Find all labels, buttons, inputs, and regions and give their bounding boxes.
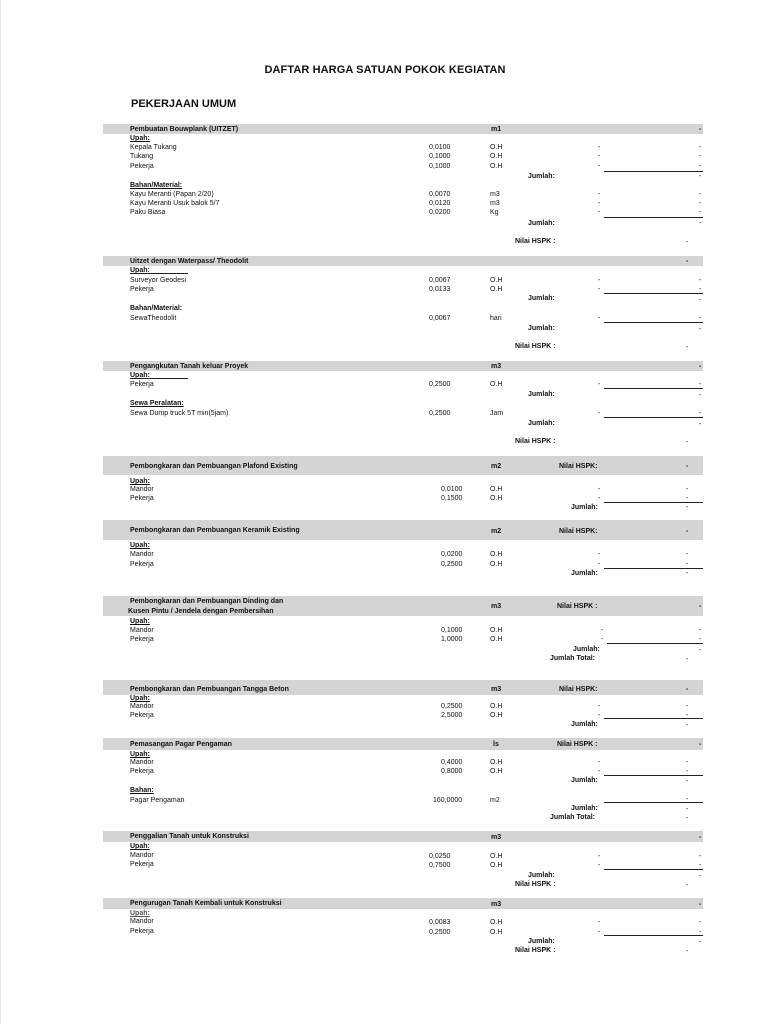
nilai-hspk-label: Nilai HSPK: xyxy=(559,686,598,693)
subtotal-rule xyxy=(604,293,703,294)
line-unit: O.H xyxy=(490,163,503,170)
line-name: Sewa Dump truck 5T min(5jam) xyxy=(130,410,229,417)
line-unit: m3 xyxy=(490,191,500,198)
line-price: - xyxy=(601,636,604,643)
item-title: Pembongkaran dan Pembuangan Plafond Existing xyxy=(130,463,298,470)
jumlah-value: - xyxy=(686,806,689,813)
line-amount: - xyxy=(686,703,689,710)
nilai-hspk-value: - xyxy=(686,463,689,470)
subtotal-rule xyxy=(604,869,703,870)
nilai-hspk-value: - xyxy=(699,741,702,748)
jumlah-value: - xyxy=(699,220,702,227)
line-name: Mandor xyxy=(130,852,154,859)
item-unit: m3 xyxy=(491,901,502,908)
line-amount: - xyxy=(686,712,689,719)
nilai-hspk-value: - xyxy=(686,439,689,446)
item-title: Uitzet dengan Waterpass/ Theodolit xyxy=(130,258,249,265)
subtotal-rule xyxy=(604,417,703,418)
line-name: Pekerja xyxy=(130,381,154,388)
line-name: Mandor xyxy=(130,486,154,493)
item-unit: ls xyxy=(493,741,499,748)
material-label: Bahan/Material: xyxy=(130,182,183,189)
line-name: Tukang xyxy=(130,153,154,160)
line-amount: - xyxy=(686,561,689,568)
item-total: - xyxy=(699,834,702,841)
line-price: - xyxy=(598,153,601,160)
line-price: - xyxy=(598,929,601,936)
subtotal-rule xyxy=(607,643,703,644)
line-amount: - xyxy=(699,929,702,936)
line-price: - xyxy=(598,209,601,216)
subtotal-rule xyxy=(604,718,703,719)
line-unit: O.H xyxy=(490,153,503,160)
line-unit: hari xyxy=(490,315,502,322)
jumlah-label: Jumlah: xyxy=(571,570,598,577)
line-coef: 0,0120 xyxy=(429,200,451,207)
line-price: - xyxy=(598,163,601,170)
jumlah-label: Jumlah: xyxy=(528,220,555,227)
line-amount: - xyxy=(686,796,689,803)
jumlah-value: - xyxy=(686,570,689,577)
item-title-line2: Kusen Pintu / Jendela dengan Pembersihan xyxy=(128,608,274,615)
jumlah-value: - xyxy=(699,421,702,428)
line-unit: Kg xyxy=(490,209,499,216)
line-coef: 0,0083 xyxy=(429,919,451,926)
line-amount: - xyxy=(699,163,702,170)
line-unit: O.H xyxy=(490,919,503,926)
item-total: - xyxy=(699,126,702,133)
jumlah-label: Jumlah: xyxy=(528,872,555,879)
jumlah-value: - xyxy=(699,939,702,946)
nilai-hspk-label: Nilai HSPK : xyxy=(515,238,556,245)
jumlah-value: - xyxy=(699,392,702,399)
line-amount: - xyxy=(699,410,702,417)
line-amount: - xyxy=(699,277,702,284)
jumlah-value: - xyxy=(686,504,689,511)
item-title: Pengangkutan Tanah keluar Proyek xyxy=(130,363,249,370)
subtotal-rule xyxy=(604,171,703,172)
line-price: - xyxy=(598,919,601,926)
nilai-hspk-value: - xyxy=(686,882,689,889)
line-amount: - xyxy=(686,768,689,775)
nilai-hspk-value: - xyxy=(686,239,689,246)
item-total: - xyxy=(699,363,702,370)
upah-label: Upah: xyxy=(130,372,150,379)
line-coef: 0,0133 xyxy=(429,286,451,293)
line-amount: - xyxy=(699,853,702,860)
item-title: Pembongkaran dan Pembuangan Tangga Beton xyxy=(130,686,289,693)
line-name: Mandor xyxy=(130,551,154,558)
line-unit: Jam xyxy=(490,410,504,417)
item-total: - xyxy=(699,901,702,908)
subtotal-rule xyxy=(604,775,703,776)
line-unit: O.H xyxy=(490,277,503,284)
line-price: - xyxy=(598,703,601,710)
jumlah-label: Jumlah: xyxy=(528,938,555,945)
jumlah-total-label: Jumlah Total: xyxy=(550,655,595,662)
nilai-hspk-label: Nilai HSPK: xyxy=(559,528,598,535)
line-name: Kayu Meranti (Papan 2/20) xyxy=(130,191,214,198)
line-coef: 0,8000 xyxy=(441,768,463,775)
line-amount: - xyxy=(686,486,689,493)
line-price: - xyxy=(598,551,601,558)
upah-label: Upah: xyxy=(130,695,150,702)
line-price: - xyxy=(598,862,601,869)
line-amount: - xyxy=(686,495,689,502)
line-price: - xyxy=(598,381,601,388)
line-coef: 0,7500 xyxy=(429,862,451,869)
line-amount: - xyxy=(699,200,702,207)
item-unit: m1 xyxy=(491,126,502,133)
line-price: - xyxy=(598,495,601,502)
line-coef: 0,2500 xyxy=(429,929,451,936)
line-coef: 0,0100 xyxy=(429,144,451,151)
line-price: - xyxy=(598,853,601,860)
item-unit: m3 xyxy=(491,363,502,370)
line-unit: O.H xyxy=(490,561,503,568)
jumlah-label: Jumlah: xyxy=(528,420,555,427)
item-total: - xyxy=(686,258,689,265)
jumlah-label: Jumlah: xyxy=(571,777,598,784)
nilai-hspk-label: Nilai HSPK: xyxy=(559,463,598,470)
jumlah-value: - xyxy=(699,326,702,333)
line-price: - xyxy=(598,712,601,719)
line-amount: - xyxy=(686,551,689,558)
line-unit: O.H xyxy=(490,703,503,710)
item-title: Pembongkaran dan Pembuangan Keramik Existing xyxy=(130,527,300,534)
line-name: Kepala Tukang xyxy=(130,144,177,151)
line-price: - xyxy=(598,144,601,151)
line-coef: 0,2500 xyxy=(441,561,463,568)
jumlah-value: - xyxy=(699,873,702,880)
subtotal-rule xyxy=(604,322,703,323)
line-unit: O.H xyxy=(490,495,503,502)
jumlah-label: Jumlah: xyxy=(528,295,555,302)
material-label: Bahan: xyxy=(130,787,154,794)
line-name: Pekerja xyxy=(130,561,154,568)
line-coef: 0,0250 xyxy=(429,853,451,860)
line-coef: 160,0000 xyxy=(433,797,463,804)
line-coef: 0,2500 xyxy=(429,381,451,388)
upah-underline xyxy=(130,378,188,379)
line-amount: - xyxy=(699,919,702,926)
subtotal-rule xyxy=(604,802,703,803)
line-name: Kayu Meranti Usuk balok 5/7 xyxy=(130,200,220,207)
line-unit: O.H xyxy=(490,712,503,719)
item-unit: m3 xyxy=(491,686,502,693)
line-price: - xyxy=(598,277,601,284)
line-unit: O.H xyxy=(490,627,503,634)
upah-underline xyxy=(130,273,188,274)
line-name: Pagar Pengaman xyxy=(130,797,185,804)
line-coef: 0,4000 xyxy=(441,759,463,766)
nilai-hspk-label: Nilai HSPK : xyxy=(515,881,556,888)
line-name: Pekerja xyxy=(130,286,154,293)
line-name: Mandor xyxy=(130,759,154,766)
jumlah-label: Jumlah: xyxy=(571,504,598,511)
jumlah-total-label: Jumlah Total: xyxy=(550,814,595,821)
line-unit: m2 xyxy=(490,797,500,804)
line-coef: 0,1000 xyxy=(429,163,451,170)
line-coef: 0,2500 xyxy=(429,410,451,417)
line-name: Pekerja xyxy=(130,495,154,502)
line-coef: 0,1000 xyxy=(429,153,451,160)
line-unit: O.H xyxy=(490,551,503,558)
line-unit: O.H xyxy=(490,768,503,775)
jumlah-label: Jumlah: xyxy=(528,173,555,180)
line-name: Pekerja xyxy=(130,768,154,775)
line-amount: - xyxy=(699,209,702,216)
line-name: Paku Biasa xyxy=(130,209,166,216)
line-coef: 2,5000 xyxy=(441,712,463,719)
line-coef: 0,0200 xyxy=(441,551,463,558)
jumlah-label: Jumlah: xyxy=(571,721,598,728)
line-amount: - xyxy=(699,381,702,388)
line-name: Surveyor Geodesi xyxy=(130,277,187,284)
line-price: - xyxy=(598,759,601,766)
jumlah-label: Jumlah: xyxy=(528,391,555,398)
subtotal-rule xyxy=(604,217,703,218)
line-coef: 0,0067 xyxy=(429,315,451,322)
upah-label: Upah: xyxy=(130,843,150,850)
item-title: Pengurugan Tanah Kembali untuk Konstruksi xyxy=(130,900,282,907)
line-amount: - xyxy=(699,191,702,198)
line-price: - xyxy=(598,286,601,293)
line-unit: O.H xyxy=(490,862,503,869)
nilai-hspk-value: - xyxy=(699,603,702,610)
line-amount: - xyxy=(699,286,702,293)
jumlah-label: Jumlah: xyxy=(528,325,555,332)
line-name: Pekerja xyxy=(130,636,154,643)
jumlah-total-value: - xyxy=(686,656,689,663)
nilai-hspk-value: - xyxy=(686,528,689,535)
nilai-hspk-label: Nilai HSPK : xyxy=(515,947,556,954)
line-name: Mandor xyxy=(130,703,154,710)
line-amount: - xyxy=(699,862,702,869)
jumlah-value: - xyxy=(699,647,702,654)
item-title: Penggalian Tanah untuk Konstruksi xyxy=(130,833,249,840)
jumlah-value: - xyxy=(686,722,689,729)
jumlah-value: - xyxy=(686,778,689,785)
line-coef: 0,1000 xyxy=(441,627,463,634)
item-unit: m3 xyxy=(491,603,502,610)
jumlah-total-value: - xyxy=(686,815,689,822)
item-title-line1: Pembongkaran dan Pembuangan Dinding dan xyxy=(130,598,284,605)
line-name: SewaTheodolit xyxy=(130,315,177,322)
line-coef: 0,2500 xyxy=(441,703,463,710)
upah-label: Upah: xyxy=(130,618,150,625)
line-amount: - xyxy=(699,636,702,643)
line-coef: 1,0000 xyxy=(441,636,463,643)
line-amount: - xyxy=(686,759,689,766)
upah-label: Upah: xyxy=(130,542,150,549)
line-amount: - xyxy=(699,315,702,322)
jumlah-value: - xyxy=(699,297,702,304)
line-price: - xyxy=(598,200,601,207)
line-price: - xyxy=(598,410,601,417)
line-name: Mandor xyxy=(130,627,154,634)
line-coef: 0,1500 xyxy=(441,495,463,502)
nilai-hspk-label: Nilai HSPK : xyxy=(557,741,598,748)
section-title: PEKERJAAN UMUM xyxy=(131,98,237,110)
subtotal-rule xyxy=(604,388,703,389)
line-name: Pekerja xyxy=(130,861,154,868)
nilai-hspk-label: Nilai HSPK : xyxy=(515,438,556,445)
upah-label: Upah: xyxy=(130,751,150,758)
material-label: Bahan/Material: xyxy=(130,305,183,312)
line-name: Pekerja xyxy=(130,163,154,170)
line-price: - xyxy=(598,486,601,493)
line-price: - xyxy=(598,191,601,198)
jumlah-label: Jumlah: xyxy=(571,805,598,812)
line-amount: - xyxy=(699,153,702,160)
line-price: - xyxy=(598,768,601,775)
line-name: Pekerja xyxy=(130,928,154,935)
nilai-hspk-value: - xyxy=(686,344,689,351)
line-name: Pekerja xyxy=(130,712,154,719)
upah-label: Upah: xyxy=(130,478,150,485)
nilai-hspk-value: - xyxy=(686,948,689,955)
equipment-label: Sewa Peralatan: xyxy=(130,400,184,407)
line-unit: O.H xyxy=(490,929,503,936)
line-unit: m3 xyxy=(490,200,500,207)
item-unit: m2 xyxy=(491,463,502,470)
line-price: - xyxy=(598,561,601,568)
item-unit: m3 xyxy=(491,834,502,841)
jumlah-label: Jumlah: xyxy=(573,646,600,653)
line-unit: O.H xyxy=(490,286,503,293)
line-unit: O.H xyxy=(490,144,503,151)
line-unit: O.H xyxy=(490,486,503,493)
line-amount: - xyxy=(699,144,702,151)
subtotal-rule xyxy=(604,935,703,936)
item-unit: m2 xyxy=(491,528,502,535)
line-coef: 0,0070 xyxy=(429,191,451,198)
document-title: DAFTAR HARGA SATUAN POKOK KEGIATAN xyxy=(264,64,506,76)
line-price: - xyxy=(598,315,601,322)
line-unit: O.H xyxy=(490,759,503,766)
line-coef: 0,0067 xyxy=(429,277,451,284)
upah-label: Upah: xyxy=(130,910,150,917)
line-unit: O.H xyxy=(490,636,503,643)
line-price: - xyxy=(601,627,604,634)
item-title: Pembuatan Bouwplank (UITZET) xyxy=(130,126,239,133)
nilai-hspk-label: Nilai HSPK : xyxy=(557,603,598,610)
line-unit: O.H xyxy=(490,381,503,388)
nilai-hspk-value: - xyxy=(686,686,689,693)
line-coef: 0,0200 xyxy=(429,209,451,216)
line-amount: - xyxy=(699,627,702,634)
line-name: Mandor xyxy=(130,918,154,925)
line-coef: 0,0100 xyxy=(441,486,463,493)
nilai-hspk-label: Nilai HSPK : xyxy=(515,343,556,350)
upah-label: Upah: xyxy=(130,267,150,274)
item-title: Pemasangan Pagar Pengaman xyxy=(130,741,232,748)
line-unit: O.H xyxy=(490,853,503,860)
jumlah-value: - xyxy=(699,173,702,180)
upah-label: Upah: xyxy=(130,135,150,142)
